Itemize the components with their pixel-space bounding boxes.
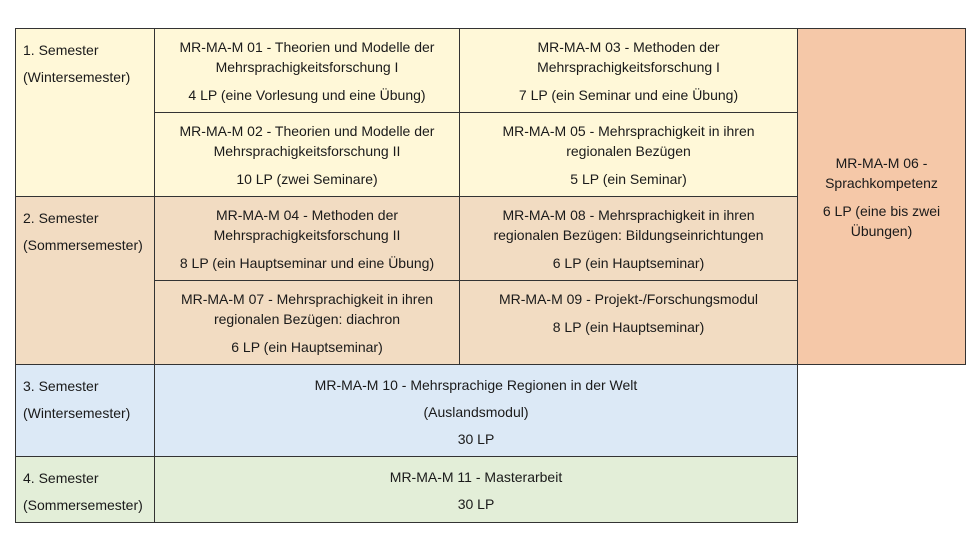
module-title: MR-MA-M 03 - Methoden der — [537, 39, 720, 55]
semester-4-cell — [15, 456, 155, 523]
module-m09 — [459, 280, 798, 365]
module-title: MR-MA-M 04 - Methoden der — [215, 207, 399, 223]
module-title: Mehrsprachigkeitsforschung II — [213, 227, 401, 243]
module-credits: 10 LP (zwei Seminare) — [236, 171, 378, 187]
module-title: Mehrsprachigkeitsforschung I — [215, 59, 399, 75]
module-credits: 6 LP (eine bis zwei — [822, 202, 941, 219]
module-title: regionalen Bezügen — [566, 143, 691, 159]
module-subtitle: (Auslandsmodul) — [423, 404, 529, 420]
module-title: MR-MA-M 11 - Masterarbeit — [389, 469, 563, 485]
module-m11 — [154, 456, 798, 523]
module-credits: 8 LP (ein Hauptseminar) — [552, 319, 705, 335]
module-title: MR-MA-M 09 - Projekt-/Forschungsmodul — [498, 291, 759, 307]
semester-label: 1. Semester — [23, 42, 99, 58]
module-credits: Übungen) — [850, 222, 913, 239]
module-title: MR-MA-M 02 - Theorien und Modelle der — [179, 123, 435, 139]
module-m02 — [154, 112, 460, 197]
module-title: MR-MA-M 01 - Theorien und Modelle der — [179, 39, 435, 55]
module-m04 — [154, 196, 460, 281]
module-title: Mehrsprachigkeitsforschung II — [213, 143, 401, 159]
semester-season: (Sommersemester) — [23, 237, 143, 253]
semester-1-cell — [15, 28, 155, 197]
semester-label: 4. Semester — [23, 470, 99, 486]
module-credits: 7 LP (ein Seminar und eine Übung) — [518, 87, 739, 103]
semester-3-cell — [15, 364, 155, 457]
module-title: MR-MA-M 06 - — [835, 154, 928, 171]
semester-label: 3. Semester — [23, 378, 99, 394]
module-m07 — [154, 280, 460, 365]
semester-label: 2. Semester — [23, 210, 99, 226]
semester-2-cell — [15, 196, 155, 365]
module-title: regionalen Bezügen: Bildungseinrichtungen — [493, 227, 764, 243]
module-m03 — [459, 28, 798, 113]
semester-season: (Wintersemester) — [23, 69, 131, 85]
module-m10 — [154, 364, 798, 457]
module-title: Sprachkompetenz — [825, 174, 938, 191]
module-m01 — [154, 28, 460, 113]
module-title: MR-MA-M 08 - Mehrsprachigkeit in ihren — [502, 207, 755, 223]
module-credits: 6 LP (ein Hauptseminar) — [552, 255, 705, 271]
module-m05 — [459, 112, 798, 197]
module-credits: 8 LP (ein Hauptseminar und eine Übung) — [179, 255, 435, 271]
module-credits: 30 LP — [457, 431, 495, 447]
module-title: MR-MA-M 10 - Mehrsprachige Regionen in der Welt — [314, 377, 638, 393]
module-credits: 4 LP (eine Vorlesung und eine Übung) — [188, 87, 426, 103]
module-title: regionalen Bezügen: diachron — [213, 311, 401, 327]
module-m08 — [459, 196, 798, 281]
semester-season: (Sommersemester) — [23, 497, 143, 513]
module-title: MR-MA-M 07 - Mehrsprachigkeit in ihren — [180, 291, 434, 307]
module-title: Mehrsprachigkeitsforschung I — [537, 59, 720, 75]
module-credits: 5 LP (ein Seminar) — [570, 171, 687, 187]
module-credits: 30 LP — [457, 496, 495, 512]
semester-season: (Wintersemester) — [23, 405, 131, 421]
module-credits: 6 LP (ein Hauptseminar) — [231, 339, 383, 355]
module-m06 — [797, 28, 966, 365]
module-title: MR-MA-M 05 - Mehrsprachigkeit in ihren — [502, 123, 755, 139]
